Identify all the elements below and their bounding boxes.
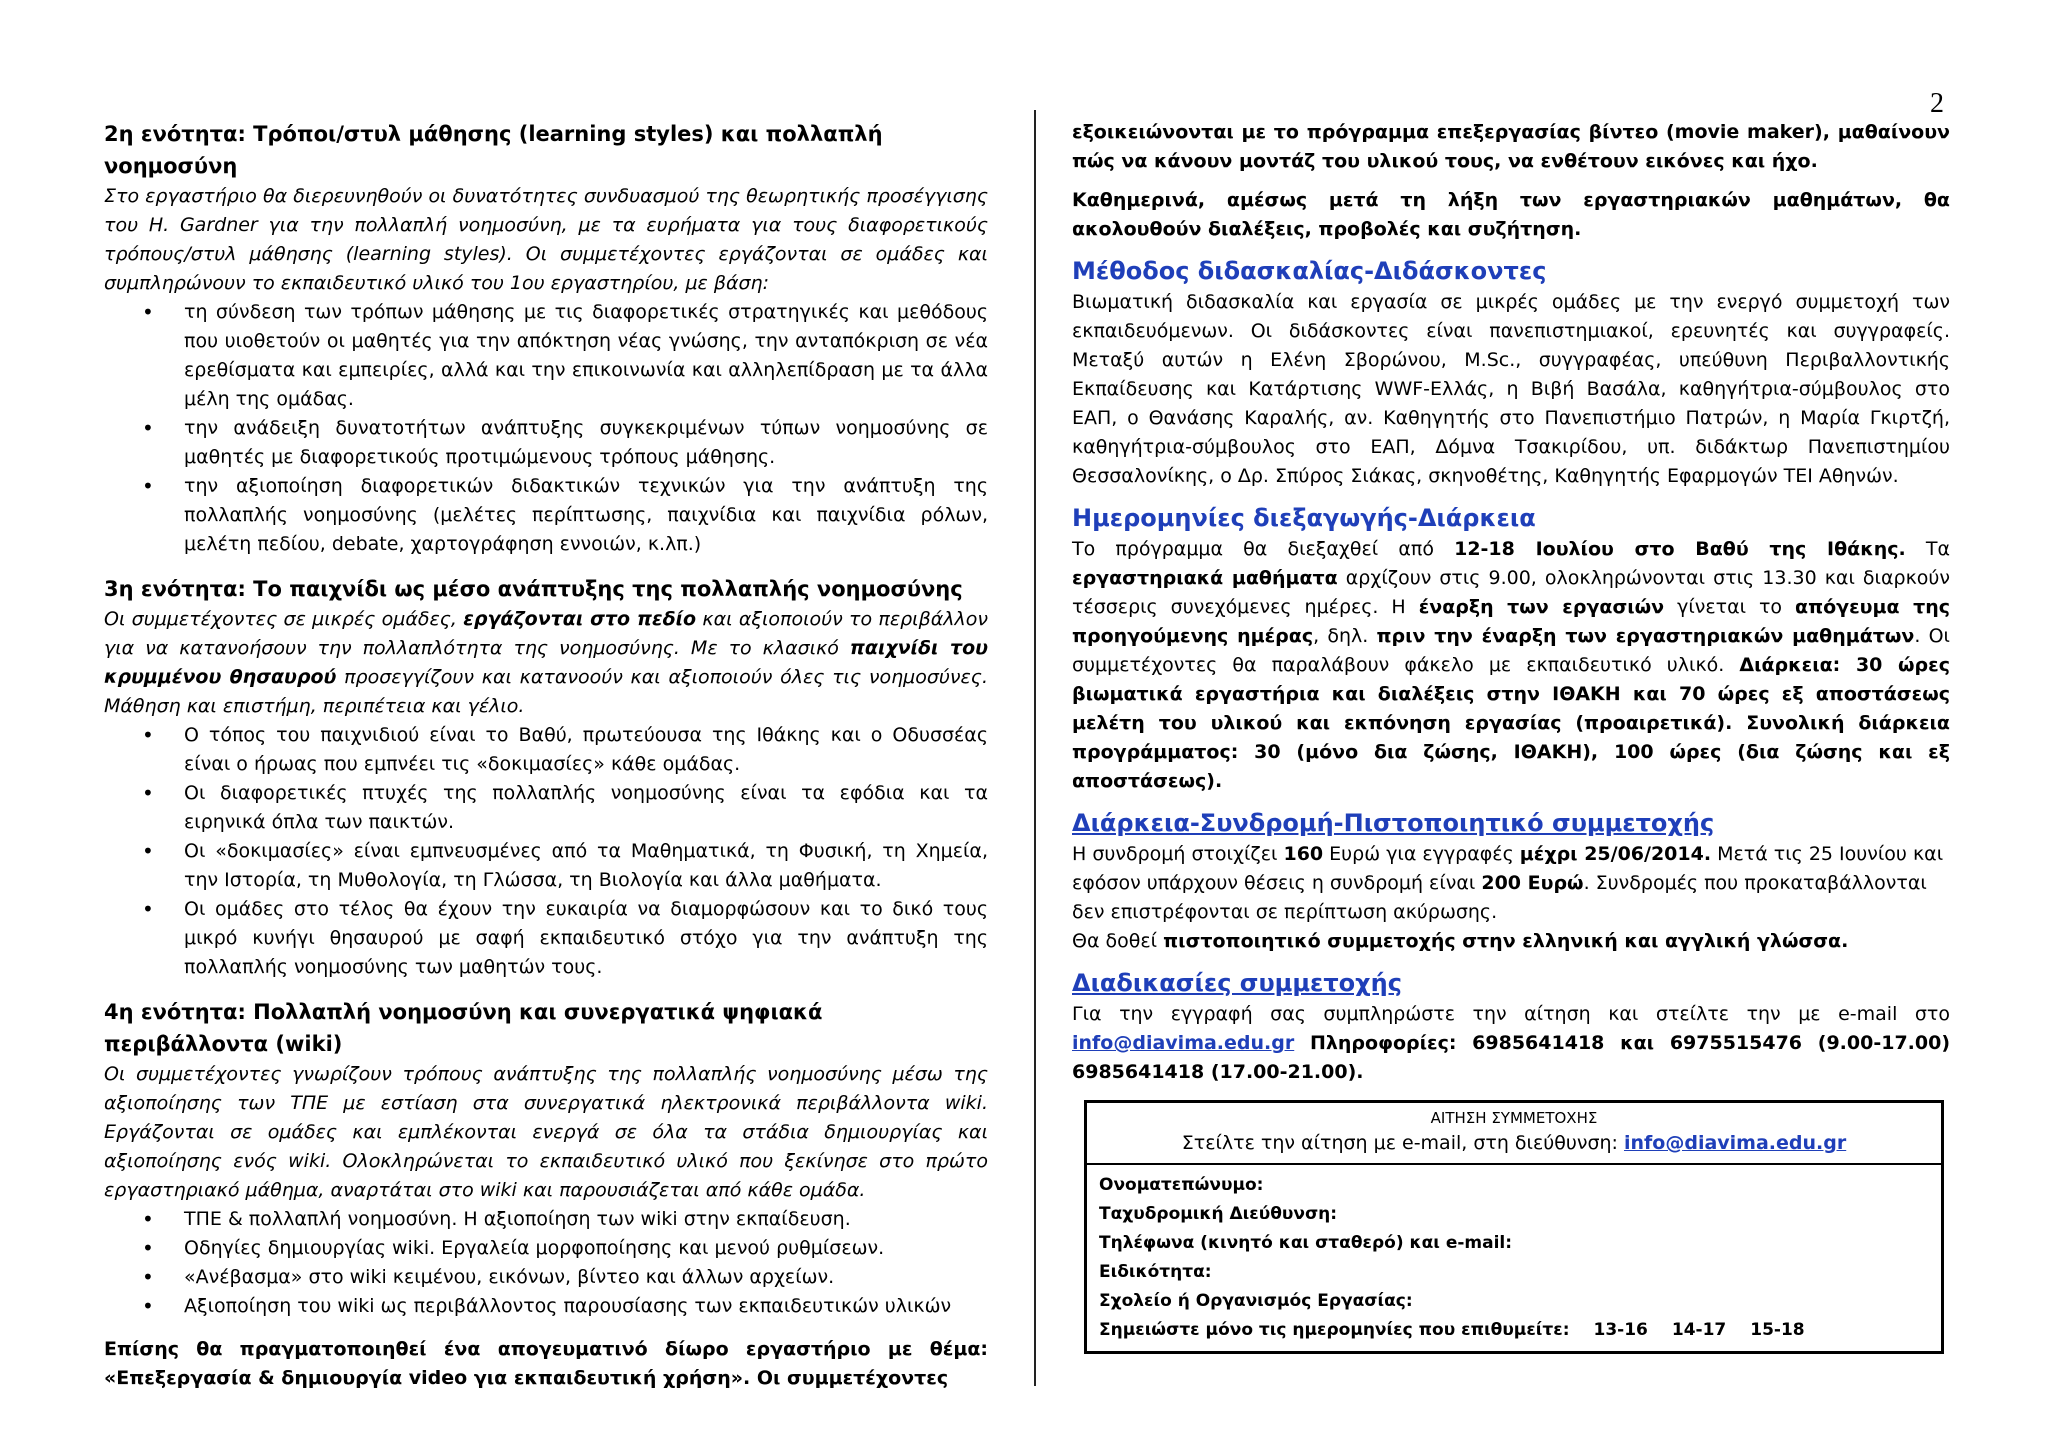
column-divider [1034, 110, 1036, 1386]
method-text: Βιωματική διδασκαλία και εργασία σε μικρές ομάδες με την ενεργό συμμετοχή των εκπαιδευόμενων. Οι διδάσκοντες είναι πανεπιστημιακοί, ερευνητές και συγγραφείς. Μεταξύ αυτών η Ελένη Σβορώνου, M.Sc., συγγραφέας, υπεύθυνη Περιβαλλοντικής Εκπαίδευσης και Κατάρτισης WWF-Ελλάς, η Βιβή Βασάλα, καθηγήτρια-σύμβουλος στο ΕΑΠ, ο Θανάσης Καραλής, αν. Καθηγητής στο Πανεπιστήμιο Πατρών, η Μαρία Γκιρτζή, καθηγήτρια-σύμβουλος στο ΕΑΠ, Δόμνα Τσακιρίδου, υπ. διδάκτωρ Πανεπιστημίου Θεσσαλονίκης, ο Δρ. Σπύρος Σιάκας, σκηνοθέτης, Καθηγητής Εφαρμογών ΤΕΙ Αθηνών. [1072, 291, 1950, 487]
form-email-link[interactable]: info@diavima.edu.gr [1623, 1132, 1847, 1154]
section-4-intro: Οι συμμετέχοντες γνωρίζουν τρόπους ανάπτυξης της πολλαπλής νοημοσύνης μέσω της αξιοποίησης των ΤΠΕ με εστίαση στα συνεργατικά ηλεκτρονικά περιβάλλοντα wiki. Εργάζονται σε ομάδες και εμπλέκονται ενεργά σε όλα τα στάδια δημιουργίας και αξιοποίησης ενός wiki. Ολοκληρώνεται το εκπαιδευτικό υλικό που ξεκίνησε στο πρώτο εργαστηριακό μάθημα, αναρτάται στο wiki και παρουσιάζεται από κάθε ομάδα. [104, 1063, 988, 1201]
form-title: ΑΙΤΗΣΗ ΣΥΜΜΕΤΟΧΗΣ [1430, 1109, 1598, 1127]
video-workshop-text: Επίσης θα πραγματοποιηθεί ένα απογευματινό δίωρο εργαστήριο με θέμα: «Επεξεργασία & δημιουργία video για εκπαιδευτική χρήση». Οι συμμετέχοντες [104, 1338, 988, 1389]
list-item: • Αξιοποίηση του wiki ως περιβάλλοντος παρουσίασης των εκπαιδευτικών υλικών [184, 1292, 988, 1321]
email-link[interactable]: info@diavima.edu.gr [1072, 1032, 1295, 1054]
list-item: • Οι ομάδες στο τέλος θα έχουν την ευκαιρία να διαμορφώσουν και το δικό τους μικρό κυνήγι θησαυρού με σαφή εκπαιδευτικό στόχο για την ανάπτυξη της πολλαπλής νοημοσύνης των μαθητών τους. [184, 895, 988, 982]
form-field-specialty[interactable]: Ειδικότητα: [1099, 1262, 1212, 1282]
section-3-intro: Οι συμμετέχοντες σε μικρές ομάδες, εργάζονται στο πεδίο και αξιοποιούν το περιβάλλον για να κατανοήσουν την πολλαπλότητα της νοημοσύνης. Με το κλασικό παιχνίδι του κρυμμένου θησαυρού προσεγγίζουν και κατανοούν και αξιοποιούν όλες τις νοημοσύνες. Μάθηση και επιστήμη, περιπέτεια και γέλιο. [104, 608, 988, 717]
section-3-title: 3η ενότητα: Το παιχνίδι ως μέσο ανάπτυξης της πολλαπλής νοημοσύνης [104, 577, 963, 601]
list-item: • Οδηγίες δημιουργίας wiki. Εργαλεία μορφοποίησης και μενού ρυθμίσεων. [184, 1234, 988, 1263]
section-3-list [104, 721, 988, 982]
section-2-title: 2η ενότητα: Τρόποι/στυλ μάθησης (learning styles) και πολλαπλή νοημοσύνη [104, 122, 883, 178]
left-column [104, 118, 988, 1393]
section-4-list [104, 1205, 988, 1321]
form-field-name[interactable]: Ονοματεπώνυμο: [1099, 1175, 1264, 1195]
list-item: • ΤΠΕ & πολλαπλή νοημοσύνη. Η αξιοποίηση των wiki στην εκπαίδευση. [184, 1205, 988, 1234]
procedure-text: Για την εγγραφή σας συμπληρώστε την αίτηση και στείλτε την με e-mail στο info@diavima.edu.gr Πληροφορίες: 6985641418 και 6975515476 (9.00-17.00) 6985641418 (17.00-21.00). [1072, 1003, 1950, 1083]
section-2-list [104, 298, 988, 559]
section-2-intro: Στο εργαστήριο θα διερευνηθούν οι δυνατότητες συνδυασμού της θεωρητικής προσέγγισης του Η. Gardner για την πολλαπλή νοημοσύνη, με τα ευρήματα για τους διαφορετικούς τρόπους/στυλ μάθησης (learning styles). Οι συμμετέχοντες εργάζονται σε ομάδες και συμπληρώνουν το εκπαιδευτικό υλικό του 1ου εργαστηρίου, με βάση: [104, 185, 988, 294]
list-item: • Οι «δοκιμασίες» είναι εμπνευσμένες από τα Μαθηματικά, τη Φυσική, τη Χημεία, την Ιστορία, τη Μυθολογία, τη Γλώσσα, τη Βιολογία και άλλα μαθήματα. [184, 837, 988, 895]
application-form [1084, 1100, 1944, 1354]
list-item: • την ανάδειξη δυνατοτήτων ανάπτυξης συγκεκριμένων τύπων νοημοσύνης σε μαθητές με διαφορετικούς προτιμώμενους τρόπους μάθησης. [184, 414, 988, 472]
form-send-line: Στείλτε την αίτηση με e-mail, στη διεύθυνση: info@diavima.edu.gr [1181, 1132, 1847, 1154]
list-item: • την αξιοποίηση διαφορετικών διδακτικών τεχνικών για την ανάπτυξη της πολλαπλής νοημοσύνης (μελέτες περίπτωσης, παιχνίδια και παιχνίδια ρόλων, μελέτη πεδίου, debate, χαρτογράφηση εννοιών, κ.λπ.) [184, 472, 988, 559]
fee-text: Η συνδρομή στοιχίζει 160 Ευρώ για εγγραφές μέχρι 25/06/2014. Μετά τις 25 Ιουνίου και εφόσον υπάρχουν θέσεις η συνδρομή είναι 200 Ευρώ. Συνδρομές που προκαταβάλλονται δεν επιστρέφονται σε περίπτωση ακύρωσης. [1072, 843, 1944, 923]
form-field-dates: Σημειώστε μόνο τις ημερομηνίες που επιθυμείτε: 13-16 14-17 15-18 [1099, 1320, 1805, 1340]
list-item: • τη σύνδεση των τρόπων μάθησης με τις διαφορετικές στρατηγικές και μεθόδους που υιοθετούν οι μαθητές για την απόκτηση νέας γνώσης, την ανταπόκριση σε νέα ερεθίσματα και εμπειρίες, αλλά και την επικοινωνία και αλληλεπίδραση με τα άλλα μέλη της ομάδας. [184, 298, 988, 414]
list-item: • Οι διαφορετικές πτυχές της πολλαπλής νοημοσύνης είναι τα εφόδια και τα ειρηνικά όπλα των παικτών. [184, 779, 988, 837]
method-title: Μέθοδος διδασκαλίας-Διδάσκοντες [1072, 257, 1547, 285]
form-field-phone-email[interactable]: Τηλέφωνα (κινητό και σταθερό) και e-mail: [1099, 1233, 1513, 1253]
video-workshop-continued: εξοικειώνονται με το πρόγραμμα επεξεργασίας βίντεο (movie maker), μαθαίνουν πώς να κάνουν μοντάζ του υλικού τους, να ενθέτουν εικόνες και ήχο. [1072, 121, 1950, 172]
form-body [1087, 1165, 1941, 1351]
right-column [1072, 118, 1950, 1087]
form-field-organization[interactable]: Σχολείο ή Οργανισμός Εργασίας: [1099, 1291, 1413, 1311]
list-item: • Ο τόπος του παιχνιδιού είναι το Βαθύ, πρωτεύουσα της Ιθάκης και ο Οδυσσέας είναι ο ήρωας που εμπνέει τις «δοκιμασίες» κάθε ομάδας. [184, 721, 988, 779]
date-option[interactable]: 15-18 [1750, 1320, 1805, 1340]
dates-text: Το πρόγραμμα θα διεξαχθεί από 12-18 Ιουλίου στο Βαθύ της Ιθάκης. Τα εργαστηριακά μαθήματα αρχίζουν στις 9.00, ολοκληρώνονται στις 13.30 και διαρκούν τέσσερις συνεχόμενες ημέρες. Η έναρξη των εργασιών γίνεται το απόγευμα της προηγούμενης ημέρας, δηλ. πριν την έναρξη των εργαστηριακών μαθημάτων. Οι συμμετέχοντες θα παραλάβουν φάκελο με εκπαιδευτικό υλικό. Διάρκεια: 30 ώρες βιωματικά εργαστήρια και διαλέξεις στην ΙΘΑΚΗ και 70 ώρες εξ αποστάσεως μελέτη του υλικού και εκπόνηση εργασίας (προαιρετικά). Συνολική διάρκεια προγράμματος: 30 (μόνο δια ζώσης, ΙΘΑΚΗ), 100 ώρες (δια ζώσης και εξ αποστάσεως). [1072, 538, 1951, 792]
section-4-title: 4η ενότητα: Πολλαπλή νοημοσύνη και συνεργατικά ψηφιακά περιβάλλοντα (wiki) [104, 1000, 823, 1056]
certificate-text: Θα δοθεί πιστοποιητικό συμμετοχής στην ελληνική και αγγλική γλώσσα. [1072, 930, 1849, 952]
list-item: • «Ανέβασμα» στο wiki κειμένου, εικόνων, βίντεο και άλλων αρχείων. [184, 1263, 988, 1292]
form-header [1087, 1103, 1941, 1165]
date-option[interactable]: 14-17 [1671, 1320, 1727, 1340]
date-option[interactable]: 13-16 [1593, 1320, 1648, 1340]
dates-title: Ημερομηνίες διεξαγωγής-Διάρκεια [1072, 504, 1536, 532]
daily-lectures-text: Καθημερινά, αμέσως μετά τη λήξη των εργαστηριακών μαθημάτων, θα ακολουθούν διαλέξεις, προβολές και συζήτηση. [1072, 189, 1950, 240]
procedure-title: Διαδικασίες συμμετοχής [1072, 969, 1402, 997]
form-field-address[interactable]: Ταχυδρομική Διεύθυνση: [1099, 1204, 1338, 1224]
fee-title: Διάρκεια-Συνδρομή-Πιστοποιητικό συμμετοχής [1072, 809, 1715, 837]
page-number: 2 [1930, 88, 1944, 119]
